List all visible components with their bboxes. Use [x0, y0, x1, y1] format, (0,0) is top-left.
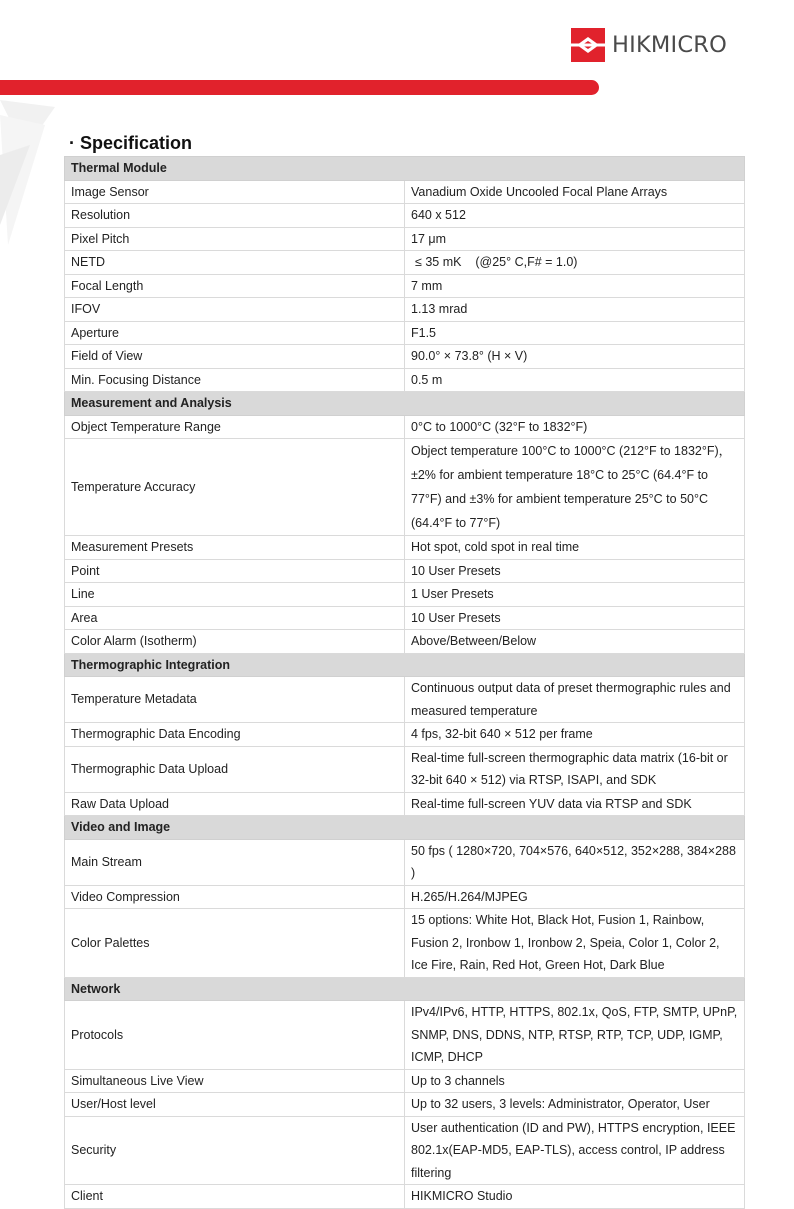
spec-label: Point: [65, 559, 405, 583]
spec-label: Security: [65, 1116, 405, 1185]
spec-value: 640 x 512: [405, 204, 745, 228]
spec-value: ≤ 35 mK (@25° C,F# = 1.0): [405, 251, 745, 275]
table-row: [65, 1093, 745, 1117]
section-header: [65, 816, 745, 840]
table-row: [65, 345, 745, 369]
spec-label: Color Palettes: [65, 909, 405, 978]
spec-value: 50 fps ( 1280×720, 704×576, 640×512, 352×288, 384×288 ): [405, 839, 745, 885]
spec-value: 17 μm: [405, 227, 745, 251]
table-row: [65, 227, 745, 251]
spec-label: Client: [65, 1185, 405, 1209]
table-row: [65, 630, 745, 654]
spec-label: Resolution: [65, 204, 405, 228]
table-row: [65, 204, 745, 228]
spec-value: 90.0° × 73.8° (H × V): [405, 345, 745, 369]
spec-value: Hot spot, cold spot in real time: [405, 536, 745, 560]
page-title: · Specification: [69, 133, 193, 153]
spec-label: Pixel Pitch: [65, 227, 405, 251]
spec-value: 15 options: White Hot, Black Hot, Fusion 1, Rainbow, Fusion 2, Ironbow 1, Ironbow 2, Speia, Color 1, Color 2, Ice Fire, Rain, Red Hot, Green Hot, Dark Blue: [405, 909, 745, 978]
spec-label: Simultaneous Live View: [65, 1069, 405, 1093]
table-row: [65, 298, 745, 322]
table-row: [65, 583, 745, 607]
spec-label: Focal Length: [65, 274, 405, 298]
table-row: [65, 439, 745, 536]
table-row: [65, 274, 745, 298]
table-row: [65, 909, 745, 978]
table-row: [65, 1116, 745, 1185]
spec-label: Field of View: [65, 345, 405, 369]
brand-logo: [571, 27, 727, 63]
section-header: [65, 392, 745, 416]
spec-label: Temperature Metadata: [65, 677, 405, 723]
spec-label: User/Host level: [65, 1093, 405, 1117]
section-title: Video and Image: [65, 816, 745, 840]
spec-value: Up to 32 users, 3 levels: Administrator, Operator, User: [405, 1093, 745, 1117]
spec-value: F1.5: [405, 321, 745, 345]
spec-label: Thermographic Data Upload: [65, 746, 405, 792]
section-header: [65, 977, 745, 1001]
spec-label: NETD: [65, 251, 405, 275]
spec-value: User authentication (ID and PW), HTTPS encryption, IEEE 802.1x(EAP-MD5, EAP-TLS), access control, IP address filtering: [405, 1116, 745, 1185]
table-row: [65, 606, 745, 630]
spec-label: Object Temperature Range: [65, 415, 405, 439]
table-row: [65, 792, 745, 816]
spec-value: Vanadium Oxide Uncooled Focal Plane Arrays: [405, 180, 745, 204]
spec-value: Real-time full-screen YUV data via RTSP and SDK: [405, 792, 745, 816]
spec-label: Thermographic Data Encoding: [65, 723, 405, 747]
table-row: [65, 885, 745, 909]
spec-label: Line: [65, 583, 405, 607]
spec-value: 1 User Presets: [405, 583, 745, 607]
spec-label: Measurement Presets: [65, 536, 405, 560]
section-title: Measurement and Analysis: [65, 392, 745, 416]
hikmicro-logo-icon: [571, 28, 605, 62]
spec-value: 1.13 mrad: [405, 298, 745, 322]
spec-value: 10 User Presets: [405, 606, 745, 630]
spec-label: Image Sensor: [65, 180, 405, 204]
spec-value: Real-time full-screen thermographic data matrix (16-bit or 32-bit 640 × 512) via RTSP, ISAPI, and SDK: [405, 746, 745, 792]
spec-label: Raw Data Upload: [65, 792, 405, 816]
section-title: Thermal Module: [65, 157, 745, 181]
spec-label: Video Compression: [65, 885, 405, 909]
spec-value: HIKMICRO Studio: [405, 1185, 745, 1209]
brand-name: HIKMICRO: [612, 32, 728, 58]
spec-value: 4 fps, 32-bit 640 × 512 per frame: [405, 723, 745, 747]
spec-value: Up to 3 channels: [405, 1069, 745, 1093]
table-row: [65, 251, 745, 275]
spec-value: H.265/H.264/MJPEG: [405, 885, 745, 909]
table-row: [65, 723, 745, 747]
spec-value: IPv4/IPv6, HTTP, HTTPS, 802.1x, QoS, FTP, SMTP, UPnP, SNMP, DNS, DDNS, NTP, RTSP, RTP, TCP, UDP, IGMP, ICMP, DHCP: [405, 1001, 745, 1070]
spec-label: Aperture: [65, 321, 405, 345]
section-title: Network: [65, 977, 745, 1001]
spec-label: Color Alarm (Isotherm): [65, 630, 405, 654]
section-header: [65, 157, 745, 181]
section-title: Thermographic Integration: [65, 653, 745, 677]
table-row: [65, 746, 745, 792]
spec-label: Temperature Accuracy: [65, 439, 405, 536]
table-row: [65, 1001, 745, 1070]
spec-value: Above/Between/Below: [405, 630, 745, 654]
spec-value: 0.5 m: [405, 368, 745, 392]
table-row: [65, 677, 745, 723]
spec-label: Min. Focusing Distance: [65, 368, 405, 392]
spec-label: Main Stream: [65, 839, 405, 885]
spec-label: IFOV: [65, 298, 405, 322]
header-accent-bar: [0, 80, 599, 95]
spec-value: Continuous output data of preset thermographic rules and measured temperature: [405, 677, 745, 723]
table-row: [65, 559, 745, 583]
specification-table: [64, 156, 745, 1209]
spec-value: 7 mm: [405, 274, 745, 298]
table-row: [65, 368, 745, 392]
table-row: [65, 1185, 745, 1209]
table-row: [65, 321, 745, 345]
section-header: [65, 653, 745, 677]
spec-label: Protocols: [65, 1001, 405, 1070]
table-row: [65, 1069, 745, 1093]
decorative-shard-graphic: [0, 95, 70, 265]
spec-value: Object temperature 100°C to 1000°C (212°F to 1832°F)， ±2% for ambient temperature 18°C to 25°C (64.4°F to 77°F) and ±3% for ambient temperature 25°C to 50°C (64.4°F to 77°F): [405, 439, 745, 536]
table-row: [65, 536, 745, 560]
table-row: [65, 415, 745, 439]
table-row: [65, 839, 745, 885]
spec-value: 10 User Presets: [405, 559, 745, 583]
spec-value: 0°C to 1000°C (32°F to 1832°F): [405, 415, 745, 439]
table-row: [65, 180, 745, 204]
spec-label: Area: [65, 606, 405, 630]
